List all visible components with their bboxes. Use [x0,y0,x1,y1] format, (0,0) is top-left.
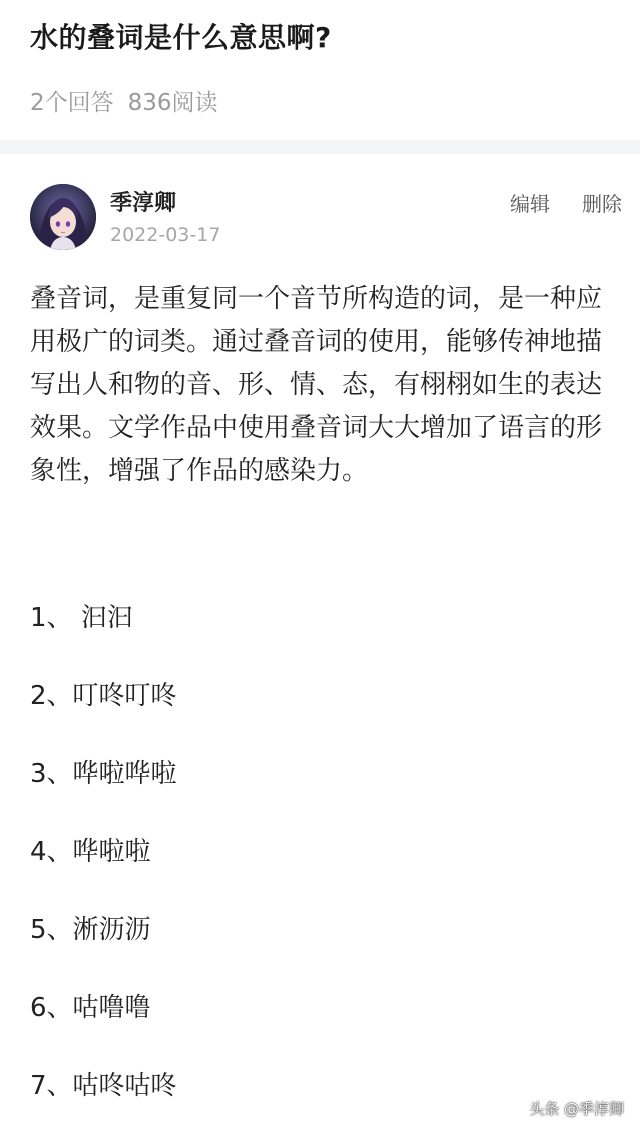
list-item: 4、哗啦啦 [30,837,151,867]
watermark: 头条 @季淳卿 [529,1100,624,1118]
author-name[interactable]: 季淳卿 [110,191,177,216]
list-item: 7、咕咚咕咚 [30,1071,177,1101]
question-header [0,0,640,140]
delete-button[interactable]: 删除 [582,192,622,216]
answer-text: 叠音词，是重复同一个音节所构造的词，是一种应用极广的词类。通过叠音词的使用，能够传神地描写出人和物的音、形、情、态，有栩栩如生的表达效果。文学作品中使用叠音词大大增加了语言的形象性，增强了作品的感染力。 [30,284,603,486]
answer-card [0,154,640,1131]
anime-avatar-icon [30,184,96,250]
question-meta [30,84,218,117]
section-divider [0,140,640,154]
list-item: 3、哗啦哗啦 [30,759,177,789]
list-item: 1、 汩汩 [30,603,133,633]
read-count: 836阅读 [127,90,218,116]
author-avatar[interactable] [30,184,96,250]
list-item: 5、淅沥沥 [30,915,151,945]
answer-count: 2个回答 [30,90,114,116]
edit-button[interactable]: 编辑 [510,192,550,216]
list-item: 2、叮咚叮咚 [30,681,177,711]
answer-date: 2022-03-17 [110,224,221,246]
list-item: 6、咕噜噜 [30,993,151,1023]
onomatopoeia-list [30,598,620,1144]
question-title: 水的叠词是什么意思啊? [30,21,332,54]
